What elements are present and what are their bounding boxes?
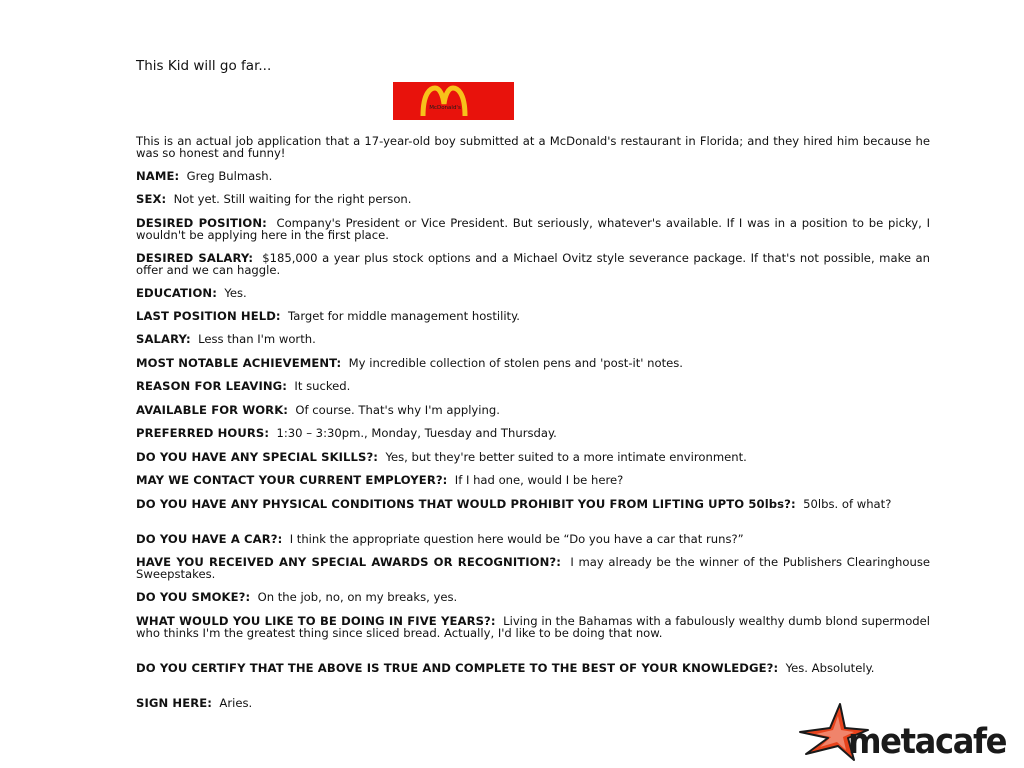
question-label: HAVE YOU RECEIVED ANY SPECIAL AWARDS OR RECOGNITION?:	[136, 555, 561, 569]
qa-item	[136, 334, 930, 346]
answer-text: If I had one, would I be here?	[454, 473, 624, 487]
qa-item	[136, 452, 930, 464]
qa-item	[136, 288, 930, 300]
intro-paragraph: This is an actual job application that a 17-year-old boy submitted at a McDonald's restaurant in Florida; and they hired him because he was so honest and funny!	[136, 134, 930, 160]
page-title: This Kid will go far...	[136, 58, 272, 74]
question-label: DO YOU SMOKE?:	[136, 590, 251, 604]
question-label: DO YOU CERTIFY THAT THE ABOVE IS TRUE AND COMPLETE TO THE BEST OF YOUR KNOWLEDGE?:	[136, 661, 779, 675]
answer-text: Yes, but they're better suited to a more intimate environment.	[385, 450, 747, 464]
qa-item	[136, 171, 930, 183]
question-label: DO YOU HAVE ANY SPECIAL SKILLS?:	[136, 450, 379, 464]
question-label: MOST NOTABLE ACHIEVEMENT:	[136, 356, 342, 370]
answer-text: I think the appropriate question here would be “Do you have a car that runs?”	[289, 532, 744, 546]
qa-item	[136, 616, 930, 639]
answer-text: $185,000 a year plus stock options and a Michael Ovitz style severance package. If that's not possible, make an offer and we can haggle.	[136, 251, 931, 277]
answer-text: Not yet. Still waiting for the right person.	[173, 192, 412, 206]
qa-item	[136, 218, 930, 241]
logo-wordmark: McDonald's	[429, 105, 461, 111]
mcdonalds-logo	[393, 82, 514, 120]
question-label: DO YOU HAVE A CAR?:	[136, 532, 283, 546]
qa-item	[136, 557, 930, 580]
question-label: NAME:	[136, 169, 180, 183]
qa-item	[136, 428, 930, 440]
qa-item	[136, 405, 930, 417]
answer-text: On the job, no, on my breaks, yes.	[257, 590, 458, 604]
answer-text: 50lbs. of what?	[803, 497, 892, 511]
question-label: AVAILABLE FOR WORK:	[136, 403, 289, 417]
golden-arches-icon	[393, 82, 514, 120]
qa-item	[136, 253, 930, 276]
question-label: SIGN HERE:	[136, 696, 213, 710]
question-label: REASON FOR LEAVING:	[136, 379, 288, 393]
qa-item	[136, 311, 930, 323]
question-label: DESIRED SALARY:	[136, 251, 254, 265]
qa-item	[136, 475, 930, 487]
answer-text: My incredible collection of stolen pens and 'post-it' notes.	[348, 356, 683, 370]
question-label: DESIRED POSITION:	[136, 216, 267, 230]
question-label: EDUCATION:	[136, 286, 217, 300]
answer-text: Living in the Bahamas with a fabulously wealthy dumb blond supermodel who thinks I'm the greatest thing since sliced bread. Actually, I'd like to be doing that now.	[136, 614, 931, 640]
question-label: PREFERRED HOURS:	[136, 426, 270, 440]
qa-item	[136, 381, 930, 393]
answer-text: Company's President or Vice President. But seriously, whatever's available. If I was in a position to be picky, I wouldn't be applying here in the first place.	[136, 216, 931, 242]
answer-text: Yes.	[224, 286, 247, 300]
answer-text: Less than I'm worth.	[198, 332, 316, 346]
qa-item	[136, 534, 930, 546]
answer-text: I may already be the winner of the Publishers Clearinghouse Sweepstakes.	[136, 555, 930, 581]
answer-text: Greg Bulmash.	[186, 169, 273, 183]
answer-text: Target for middle management hostility.	[288, 309, 520, 323]
question-label: SEX:	[136, 192, 167, 206]
qa-item	[136, 194, 930, 206]
answer-text: 1:30 – 3:30pm., Monday, Tuesday and Thursday.	[276, 426, 557, 440]
qa-item	[136, 663, 930, 675]
qa-item	[136, 592, 930, 604]
question-label: MAY WE CONTACT YOUR CURRENT EMPLOYER?:	[136, 473, 448, 487]
question-label: WHAT WOULD YOU LIKE TO BE DOING IN FIVE YEARS?:	[136, 614, 496, 628]
question-label: DO YOU HAVE ANY PHYSICAL CONDITIONS THAT WOULD PROHIBIT YOU FROM LIFTING UPTO 50lbs?:	[136, 497, 796, 511]
answer-text: It sucked.	[294, 379, 351, 393]
qa-item	[136, 499, 930, 511]
question-label: SALARY:	[136, 332, 191, 346]
metacafe-watermark: metacafe	[848, 722, 1007, 762]
qa-item	[136, 358, 930, 370]
question-label: LAST POSITION HELD:	[136, 309, 281, 323]
answer-text: Aries.	[219, 696, 253, 710]
answer-text: Yes. Absolutely.	[785, 661, 875, 675]
answer-text: Of course. That's why I'm applying.	[295, 403, 500, 417]
